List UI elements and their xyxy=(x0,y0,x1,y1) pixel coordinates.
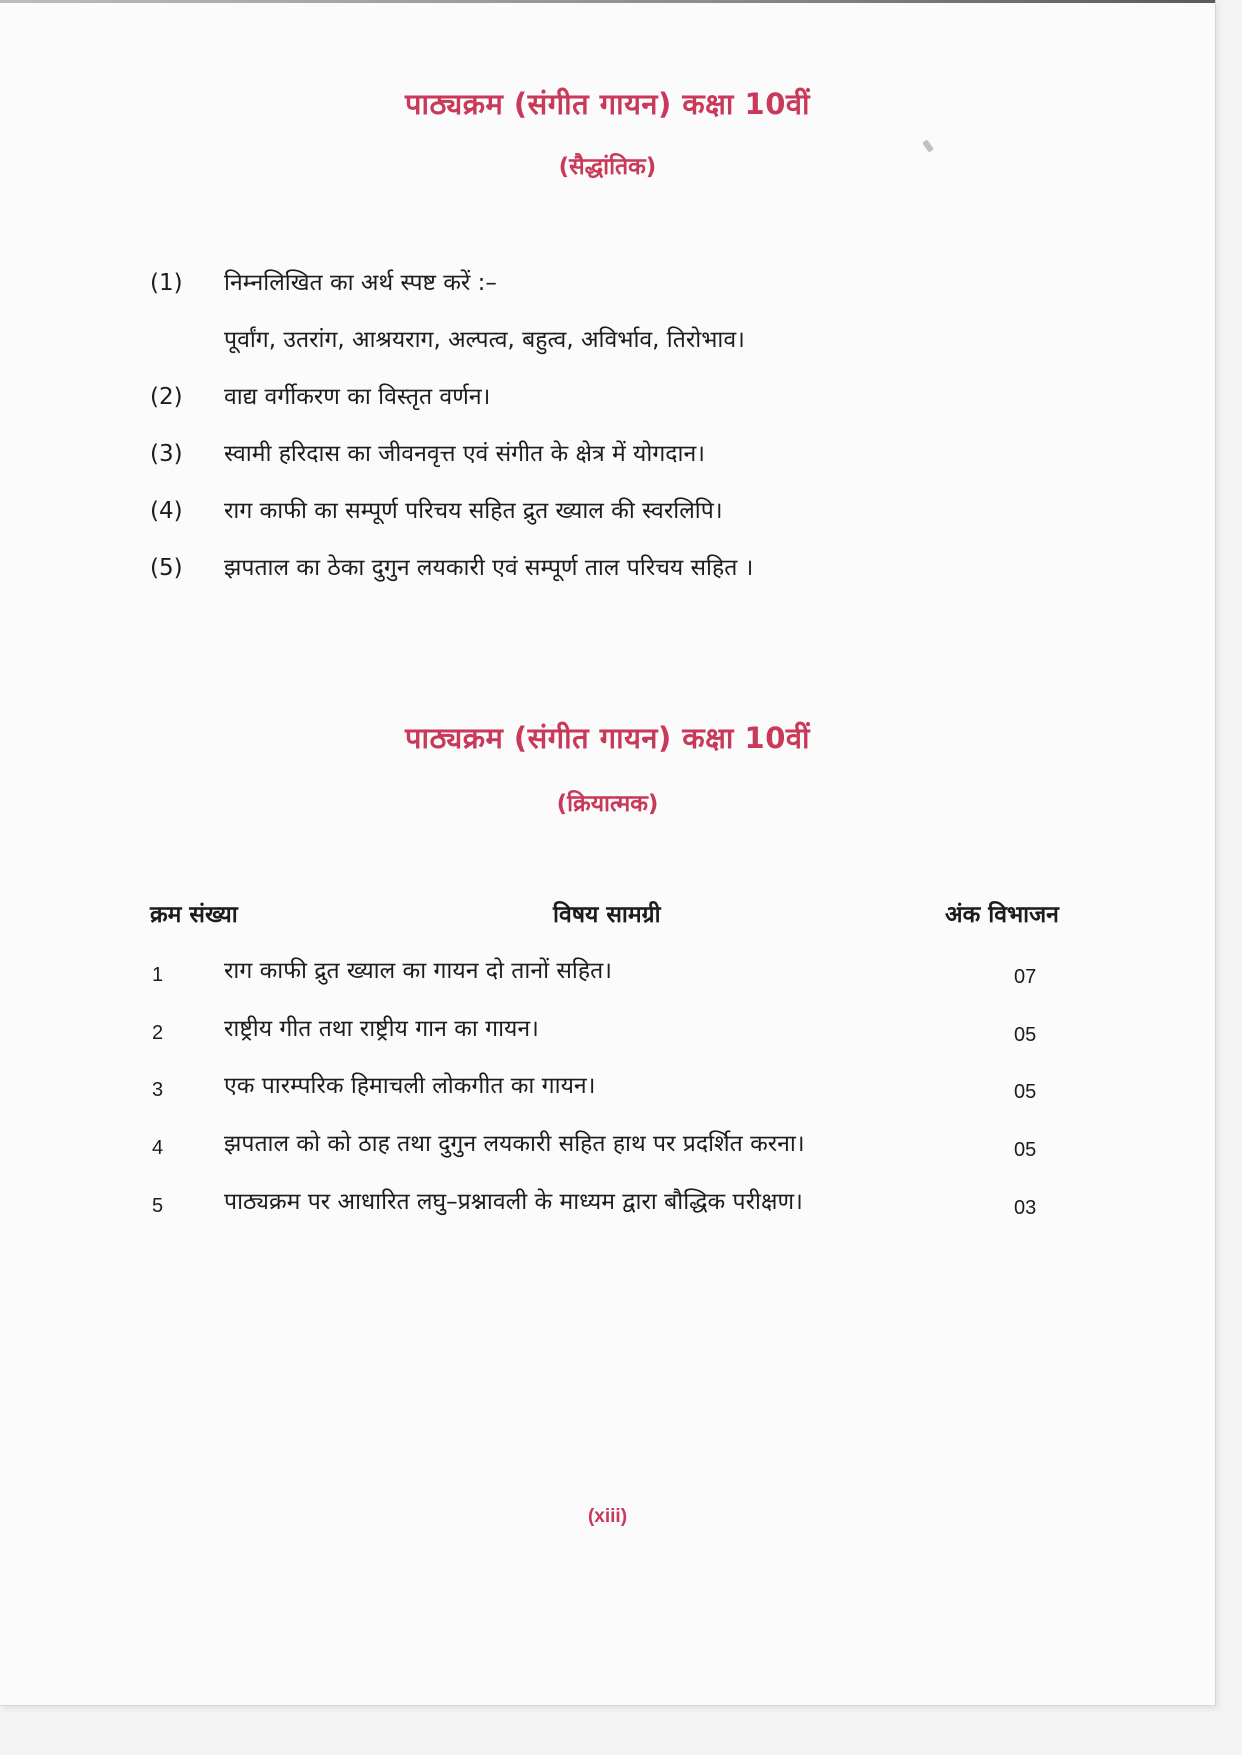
theory-subtitle: (सैद्धांतिक) xyxy=(558,154,657,180)
header-serial-number: क्रम संख्या xyxy=(150,902,238,928)
row-description: राग काफी द्रुत ख्याल का गायन दो तानों सहित। xyxy=(224,958,612,984)
scan-edge xyxy=(0,0,1215,3)
theory-item-text: राग काफी का सम्पूर्ण परिचय सहित द्रुत ख्याल की स्वरलिपि। xyxy=(224,498,723,524)
practical-title: पाठ्यक्रम (संगीत गायन) कक्षा 10वीं xyxy=(404,721,811,755)
row-serial: 4 xyxy=(152,1137,164,1159)
theory-item-text: निम्नलिखित का अर्थ स्पष्ट करें :– xyxy=(224,270,497,296)
theory-item-number: (4) xyxy=(150,498,183,524)
row-marks: 05 xyxy=(1014,1139,1037,1161)
row-marks: 03 xyxy=(1014,1197,1037,1219)
row-description: पाठ्यक्रम पर आधारित लघु–प्रश्नावली के माध्यम द्वारा बौद्धिक परीक्षण। xyxy=(224,1189,803,1215)
theory-title: पाठ्यक्रम (संगीत गायन) कक्षा 10वीं xyxy=(404,87,811,121)
header-subject-matter: विषय सामग्री xyxy=(553,902,661,928)
row-marks: 05 xyxy=(1014,1024,1037,1046)
table-row xyxy=(150,1071,1080,1105)
theory-item-number: (5) xyxy=(150,555,183,581)
table-row xyxy=(150,956,1080,990)
row-description: एक पारम्परिक हिमाचली लोकगीत का गायन। xyxy=(224,1073,596,1099)
row-marks: 07 xyxy=(1014,966,1037,988)
row-description: झपताल को को ठाह तथा दुगुन लयकारी सहित हाथ पर प्रदर्शित करना। xyxy=(224,1131,805,1157)
practical-subtitle: (क्रियात्मक) xyxy=(556,791,659,817)
theory-item-number: (3) xyxy=(150,441,183,467)
theory-item-text: वाद्य वर्गीकरण का विस्तृत वर्णन। xyxy=(224,384,491,410)
theory-item-text: झपताल का ठेका दुगुन लयकारी एवं सम्पूर्ण ताल परिचय सहित । xyxy=(224,555,754,581)
theory-item-text: स्वामी हरिदास का जीवनवृत्त एवं संगीत के क्षेत्र में योगदान। xyxy=(224,441,705,467)
header-marks-distribution: अंक विभाजन xyxy=(945,902,1059,928)
page-number: (xiii) xyxy=(587,1506,628,1527)
row-serial: 2 xyxy=(152,1022,164,1044)
theory-item-number: (1) xyxy=(150,270,183,296)
table-row xyxy=(150,1187,1080,1221)
row-serial: 1 xyxy=(152,964,164,986)
theory-item-continuation: पूर्वांग, उतरांग, आश्रयराग, अल्पत्व, बहुत्व, अविर्भाव, तिरोभाव। xyxy=(224,327,745,353)
table-row xyxy=(150,1129,1080,1163)
row-description: राष्ट्रीय गीत तथा राष्ट्रीय गान का गायन। xyxy=(224,1016,539,1042)
row-serial: 3 xyxy=(152,1079,164,1101)
row-serial: 5 xyxy=(152,1195,164,1217)
row-marks: 05 xyxy=(1014,1081,1037,1103)
theory-item-number: (2) xyxy=(150,384,183,410)
table-row xyxy=(150,1014,1080,1048)
